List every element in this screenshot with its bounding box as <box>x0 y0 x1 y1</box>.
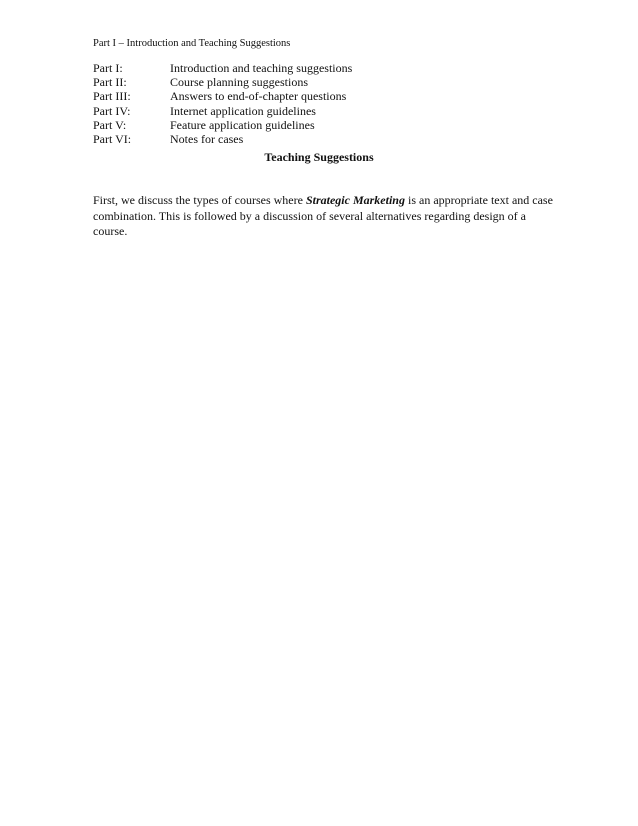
part-label: Part II: <box>93 75 127 90</box>
part-description: Internet application guidelines <box>170 103 316 118</box>
parts-list-item <box>93 75 553 89</box>
part-description: Feature application guidelines <box>170 117 315 132</box>
paragraph-text-start: First, we discuss the types of courses where <box>93 193 306 207</box>
running-header: Part I – Introduction and Teaching Suggestions <box>93 38 291 49</box>
part-label: Part V: <box>93 117 127 132</box>
part-description: Introduction and teaching suggestions <box>170 61 353 75</box>
book-title-emphasis: Strategic Marketing <box>305 193 405 207</box>
parts-list-item <box>93 61 553 75</box>
paragraph-text-end: is an appropriate text and case combination. This is followed by a discussion of several alternatives regarding design of a course. <box>93 193 553 238</box>
intro-paragraph <box>93 193 563 240</box>
part-label: Part I: <box>93 61 123 75</box>
parts-list-item <box>93 89 553 103</box>
part-description: Notes for cases <box>170 131 244 146</box>
part-description: Answers to end-of-chapter questions <box>170 89 347 104</box>
parts-list-item <box>93 132 553 146</box>
part-description: Course planning suggestions <box>170 75 308 90</box>
parts-list-item <box>93 104 553 118</box>
section-heading: Teaching Suggestions <box>264 150 374 164</box>
part-label: Part VI: <box>93 131 132 146</box>
part-label: Part III: <box>93 89 131 104</box>
part-label: Part IV: <box>93 103 131 118</box>
parts-list-item <box>93 118 553 132</box>
parts-list <box>93 61 553 146</box>
